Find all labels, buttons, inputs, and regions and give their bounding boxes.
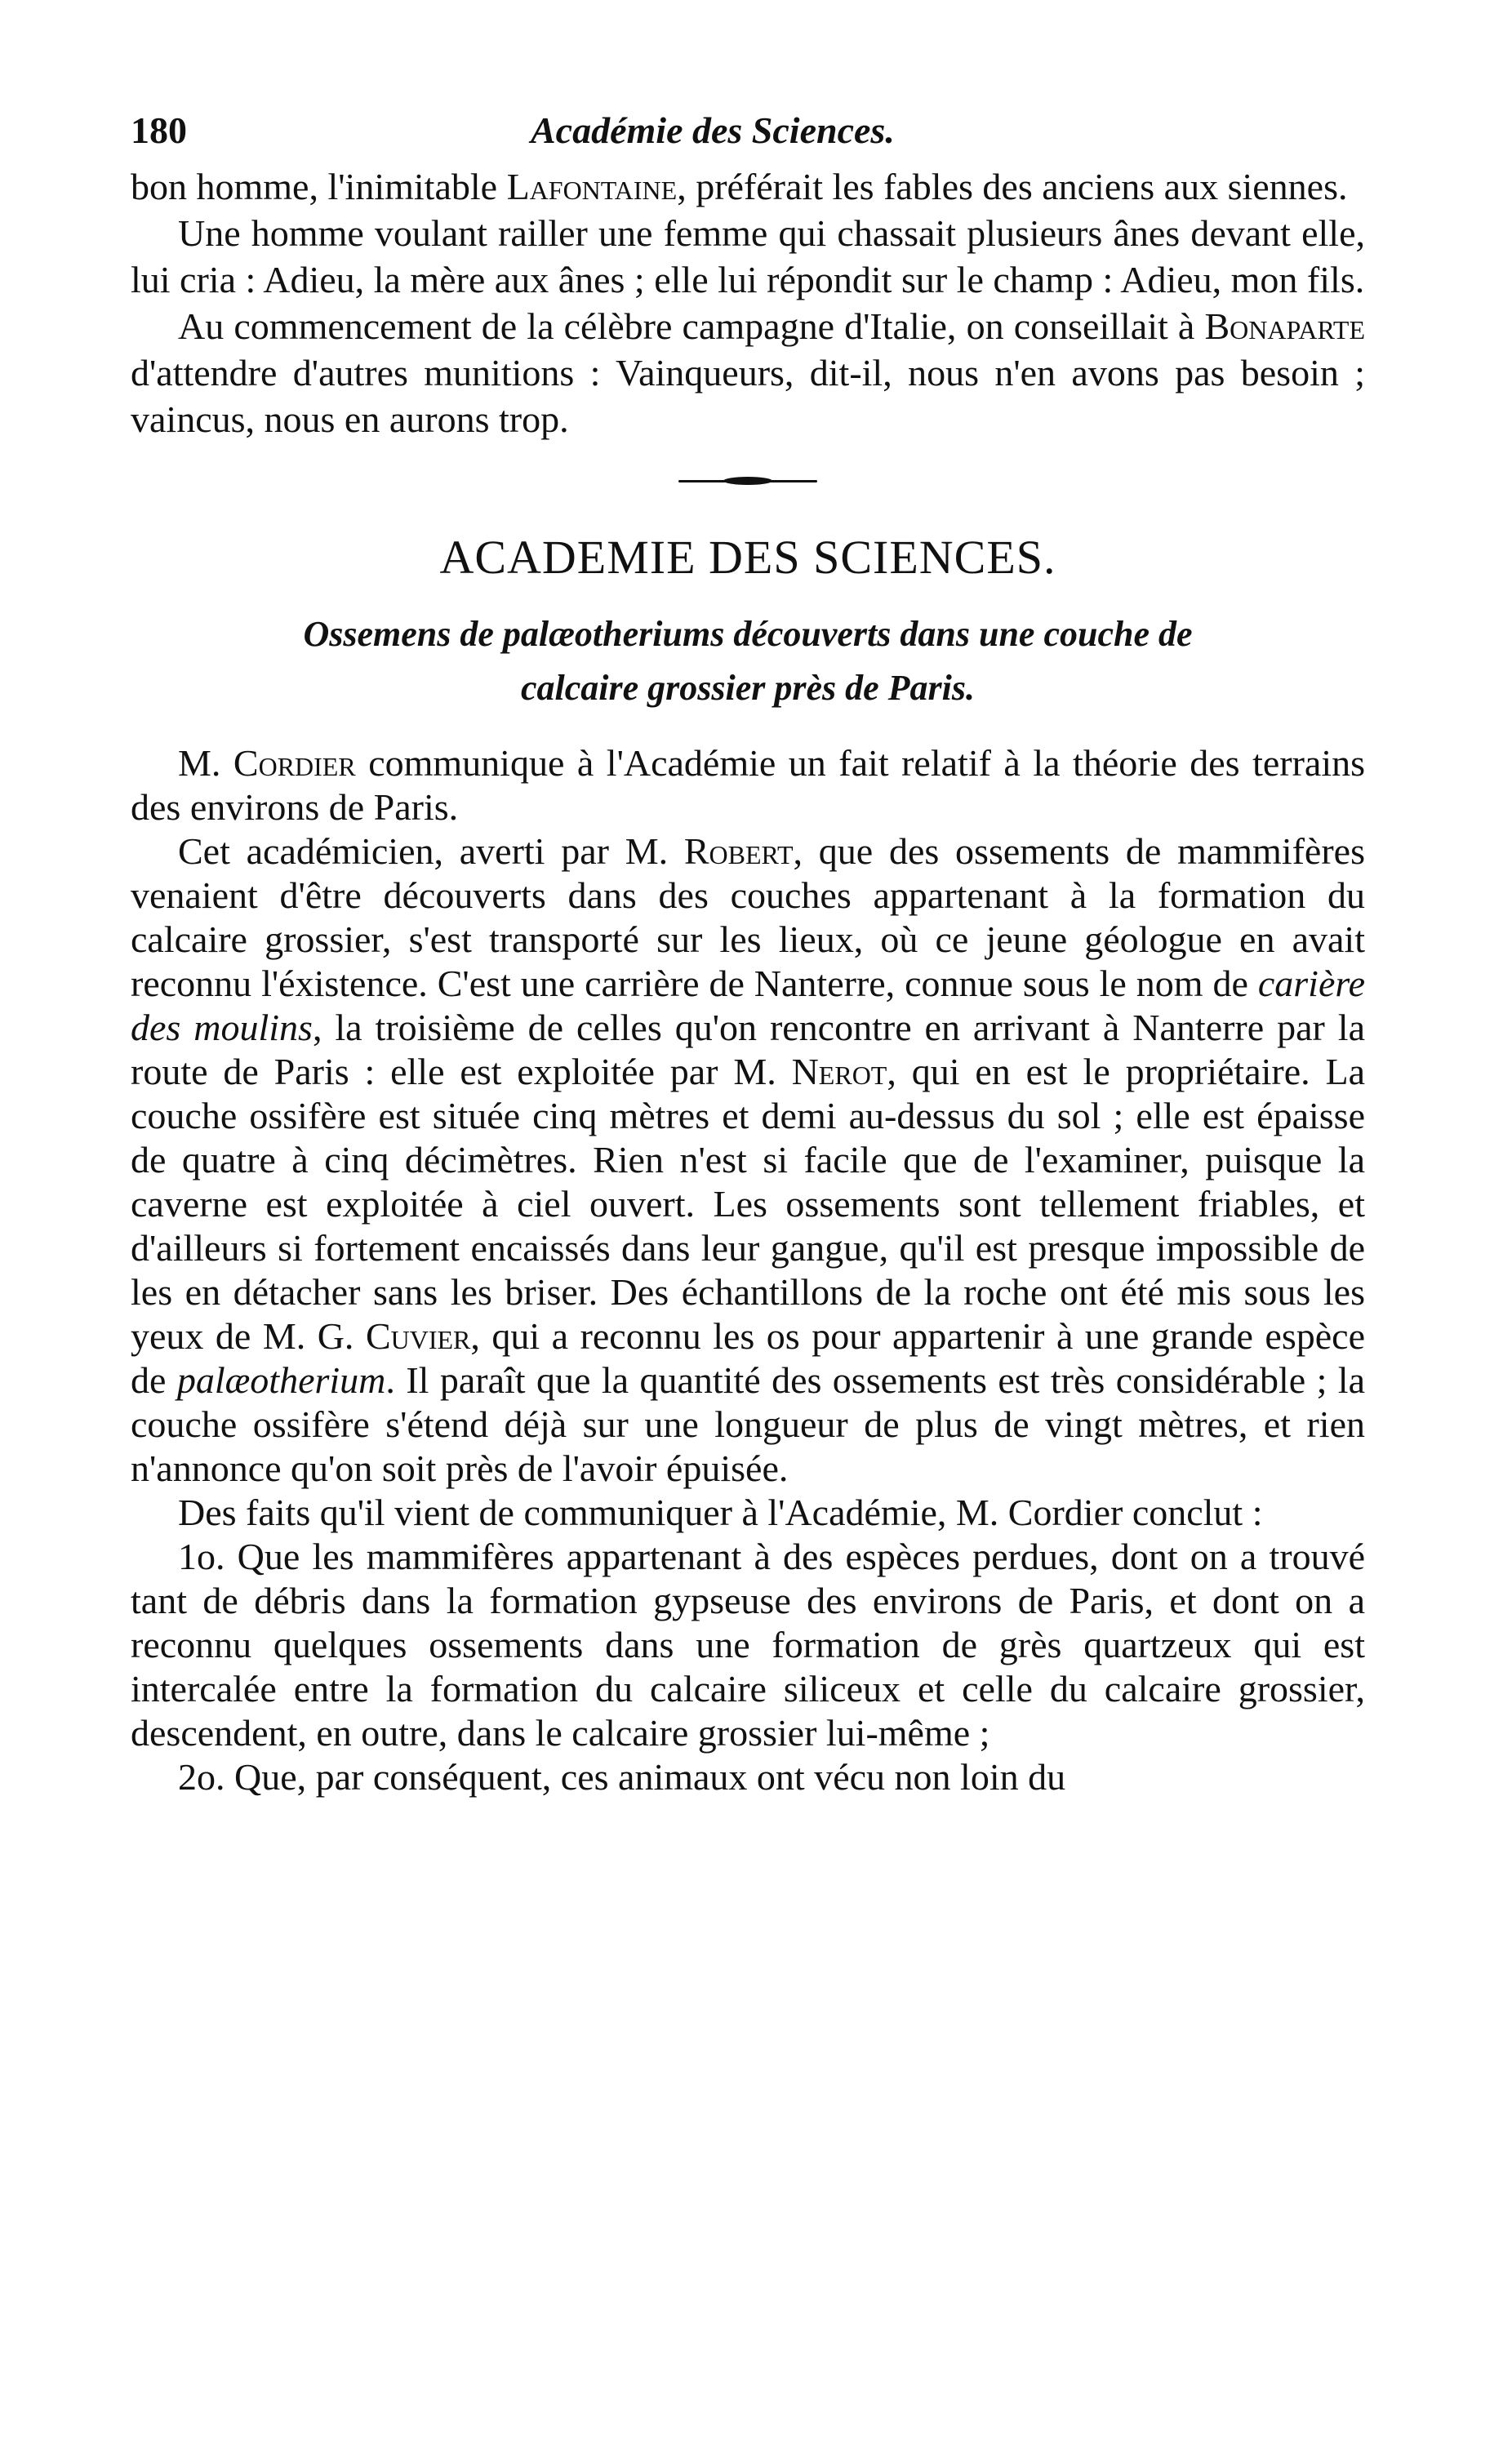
item-number: 2o. — [178, 1756, 225, 1798]
running-title: Académie des Sciences. — [531, 109, 895, 151]
text-run: Au commencement de la célèbre campagne d'Italie, on conseillait à — [178, 305, 1205, 347]
text-run: , la troisième de celles qu'on rencontre en arrivant à Nanterre par la route de Paris : elle est exploitée par M. — [131, 1007, 1365, 1092]
text-run: , qui a reconnu les os pour appartenir à une grande espèce de — [131, 1315, 1365, 1401]
text-run: , qui en est le propriétaire. La couche ossifère est située cinq mètres et demi au-dessus du sol ; elle est épaisse de quatre à cinq décimètres. Rien n'est si facile que de l'examiner, puisque la caverne est exploitée à ciel ouvert. Les ossements sont tellement friables, et d'ailleurs si fortement encaissés dans leur gangue, qu'il est presque impossible de les en détacher sans les briser. Des échantillons de la roche ont été mis sous les yeux de M. G. — [131, 1051, 1366, 1357]
body-paragraph-5 — [131, 1755, 1365, 1799]
text-run: . Il paraît que la quantité des ossements est très considérable ; la couche ossifère s'étend déjà sur une longueur de plus de vingt mètres, et rien n'annonce qu'on soit près de l'avoir épuisée. — [131, 1359, 1365, 1489]
text-run: bon homme, l'inimitable — [131, 166, 507, 207]
intro-paragraph-2: Une homme voulant railler une femme qui chassait plusieurs ânes devant elle, lui cria : Adieu, la mère aux ânes ; elle lui répondit sur le champ : Adieu, mon fils. — [131, 212, 1365, 300]
text-run: Cet académicien, averti par M. — [178, 830, 684, 872]
subtitle-line-1: Ossemens de palæotheriums découverts dans une couche de — [303, 614, 1193, 654]
text-run: Que, par conséquent, ces animaux ont vécu non loin du — [225, 1756, 1066, 1798]
text-run: , que des ossements de mammifères venaient d'être découverts dans des couches appartenant à la formation du calcaire grossier, s'est transporté sur les lieux, où ce jeune géologue en avait reconnu l'éxistence. C'est une carrière de Nanterre, connue sous le nom de — [131, 830, 1365, 1004]
section-title: ACADEMIE DES SCIENCES. — [439, 531, 1056, 584]
text-run: Que les mammifères appartenant à des espèces perdues, dont on a trouvé tant de débris dans la formation gypseuse des environs de Paris, et dont on a reconnu quelques ossements dans une formation de grès quartzeux qui est intercalée entre la formation du calcaire siliceux et celle du calcaire grossier, descendent, en outre, dans le calcaire grossier lui-même ; — [131, 1536, 1365, 1754]
body-paragraph-1 — [131, 741, 1365, 829]
person-name: Bonaparte — [1204, 305, 1365, 347]
intro-paragraph-1 — [131, 163, 1365, 210]
italic-term: palæotherium — [176, 1359, 386, 1401]
text-run: , préférait les fables des anciens aux siennes. — [677, 166, 1348, 207]
person-name: Robert — [683, 830, 794, 872]
author-name: Lafontaine — [506, 166, 678, 207]
text-run: communique à l'Académie un fait relatif à la théorie des terrains des environs de Paris. — [131, 742, 1365, 828]
body-paragraph-4 — [131, 1535, 1365, 1755]
page-number: 180 — [131, 109, 187, 151]
text-run: M. — [178, 742, 233, 784]
section-separator-ornament — [678, 478, 817, 483]
person-name: Nerot — [791, 1051, 887, 1092]
running-head — [131, 98, 1365, 163]
book-page — [131, 98, 1365, 1799]
person-name: Cordier — [233, 742, 356, 784]
body-paragraph-3: Des faits qu'il vient de communiquer à l'Académie, M. Cordier conclut : — [178, 1492, 1263, 1533]
item-number: 1o. — [178, 1536, 225, 1577]
separator-swell — [723, 477, 772, 485]
subtitle-line-2: calcaire grossier près de Paris. — [520, 668, 976, 708]
intro-paragraph-3 — [131, 303, 1365, 442]
text-run: d'attendre d'autres munitions : Vainqueurs, dit-il, nous n'en avons pas besoin ; vaincus, nous en aurons trop. — [131, 352, 1365, 440]
body-paragraph-2 — [131, 829, 1365, 1491]
person-name: Cuvier — [365, 1315, 471, 1357]
article-subtitle — [131, 607, 1365, 715]
italic-phrase: carière des moulins — [131, 963, 1365, 1048]
